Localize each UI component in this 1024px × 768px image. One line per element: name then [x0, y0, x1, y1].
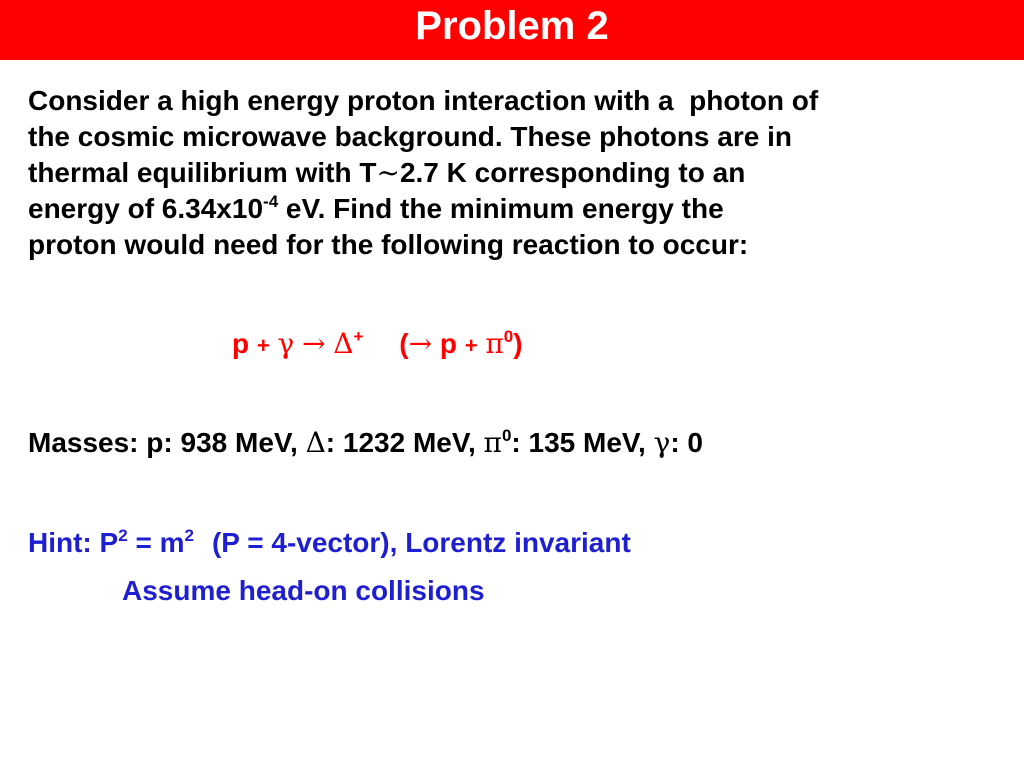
delta-charge: +	[353, 327, 364, 346]
statement-line-4-b: eV. Find the minimum energy the	[278, 193, 724, 224]
reaction-delta-symbol: Δ	[333, 327, 354, 360]
reaction-open-paren: (	[399, 328, 409, 359]
reaction-plus-1: +	[256, 333, 270, 358]
hint-parenthetical: (P = 4-vector), Lorentz invariant	[211, 527, 631, 558]
hint-exponent-2: 2	[184, 526, 194, 545]
masses-proton: Masses: p: 938 MeV,	[28, 427, 306, 458]
reaction-close-paren: )	[513, 328, 523, 359]
statement-line-2: the cosmic microwave background. These photons are in	[28, 121, 792, 152]
masses-delta-value: : 1232 MeV,	[325, 427, 484, 458]
masses-pi-value: : 135 MeV,	[511, 427, 654, 458]
slide-title: Problem 2	[415, 4, 609, 48]
statement-line-1: Consider a high energy proton interaction with a photon of	[28, 85, 819, 116]
statement-line-5: proton would need for the following reaction to occur:	[28, 229, 749, 260]
statement-line-4	[28, 191, 1003, 227]
energy-exponent: -4	[263, 192, 279, 211]
hint-equals: = m	[127, 527, 185, 558]
masses-pi-symbol: π	[483, 426, 502, 459]
problem-statement	[28, 83, 1003, 263]
hint-line-1	[28, 527, 631, 559]
tilde-symbol: ~	[376, 156, 400, 189]
hint-exponent-1: 2	[118, 526, 128, 545]
hint-prefix: Hint: P	[28, 527, 119, 558]
reaction-arrow-1: →	[302, 327, 326, 360]
reaction-arrow-2: →	[408, 327, 433, 360]
reaction-equation	[232, 327, 523, 360]
pi-charge: 0	[503, 327, 514, 346]
masses-delta-symbol: Δ	[305, 426, 326, 459]
statement-line-3-b: 2.7 K corresponding to an	[399, 157, 746, 188]
reaction-plus-2: +	[464, 333, 478, 358]
reaction-pi-symbol: π	[485, 327, 504, 360]
title-bar	[0, 0, 1024, 60]
masses-gamma-symbol: γ	[653, 426, 671, 459]
reaction-gamma-symbol: γ	[277, 327, 295, 360]
hint-line-2: Assume head-on collisions	[122, 575, 485, 606]
masses-gamma-value: : 0	[670, 427, 703, 458]
statement-line-3	[28, 155, 1003, 191]
statement-line-4-a: energy of 6.34x10	[28, 193, 264, 224]
statement-line-3-a: thermal equilibrium with T	[28, 157, 377, 188]
reaction-proton-2: p	[439, 328, 457, 359]
reaction-proton: p	[232, 328, 250, 359]
masses-line	[28, 426, 703, 459]
masses-pi-charge: 0	[501, 426, 512, 445]
